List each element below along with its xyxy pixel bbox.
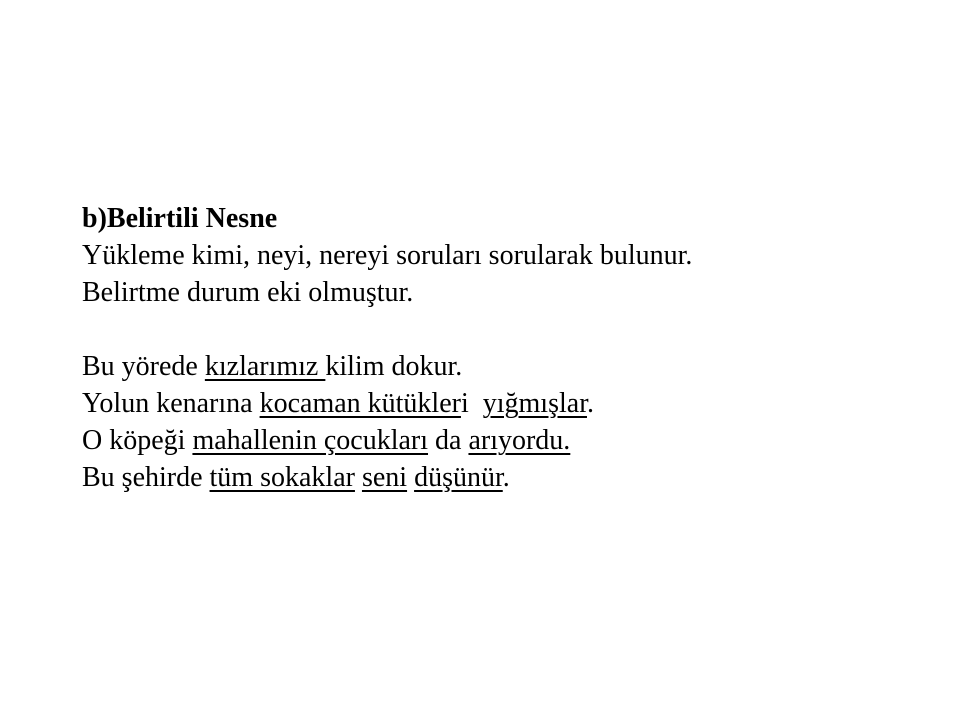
sentence-text: da bbox=[428, 425, 469, 456]
sentence-text: . bbox=[586, 388, 594, 419]
sentence-text: . bbox=[502, 462, 510, 493]
sentence-text: O köpeği bbox=[82, 425, 193, 456]
sentence-text: i bbox=[460, 388, 483, 419]
underlined-object: seni bbox=[361, 462, 408, 493]
slide-title: b)Belirtili Nesne bbox=[82, 203, 278, 234]
example-sentence-3 bbox=[82, 422, 942, 459]
underlined-subject: mahallenin çocukları bbox=[192, 425, 429, 456]
sentence-text: Bu şehirde bbox=[82, 462, 210, 493]
underlined-object: kızlarımız bbox=[204, 351, 326, 382]
paragraph-spacer bbox=[82, 311, 942, 348]
underlined-predicate: yığmışlar bbox=[482, 388, 587, 419]
underlined-subject: tüm sokaklar bbox=[209, 462, 355, 493]
underlined-predicate: arıyordu. bbox=[468, 425, 571, 456]
underlined-object: kocaman kütükler bbox=[259, 388, 461, 419]
example-sentence-2 bbox=[82, 385, 942, 422]
sentence-text: kilim dokur. bbox=[325, 351, 463, 382]
underlined-predicate: düşünür bbox=[414, 462, 503, 493]
sentence-text: Bu yörede bbox=[82, 351, 205, 382]
slide-content bbox=[82, 200, 942, 496]
description-line-2: Belirtme durum eki olmuştur. bbox=[82, 277, 414, 308]
sentence-text: Yolun kenarına bbox=[82, 388, 260, 419]
description-line-1: Yükleme kimi, neyi, nereyi soruları sorularak bulunur. bbox=[82, 240, 693, 271]
sentence-text bbox=[355, 462, 362, 493]
sentence-text bbox=[407, 462, 414, 493]
example-sentence-1 bbox=[82, 348, 942, 385]
example-sentence-4 bbox=[82, 459, 942, 496]
